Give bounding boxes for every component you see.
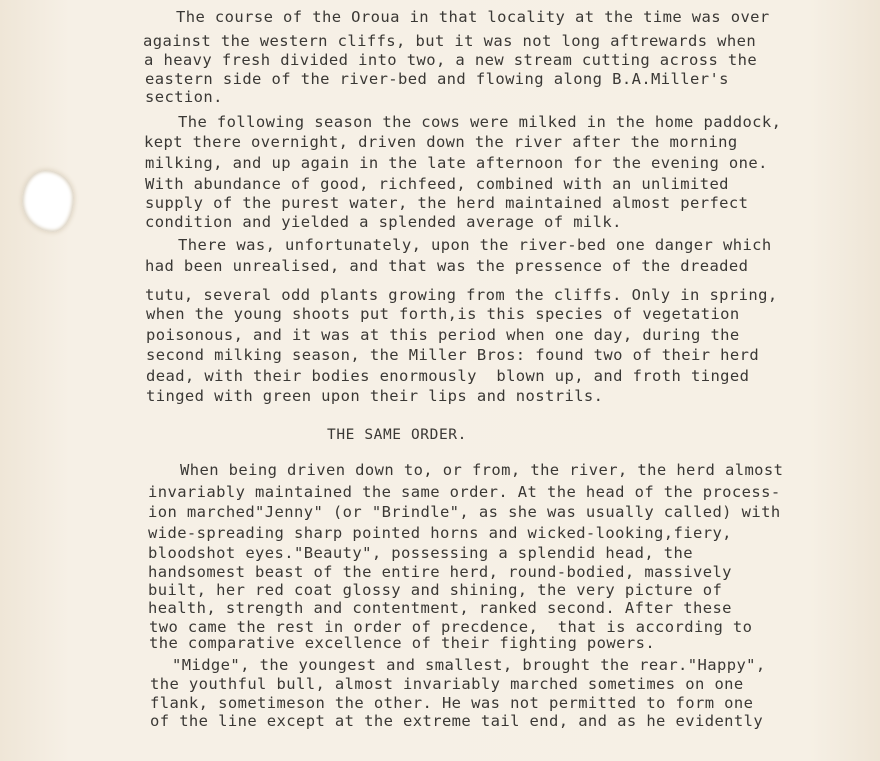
text-line: a heavy fresh divided into two, a new stream cutting across the xyxy=(144,51,758,69)
text-line: flank, sometimeson the other. He was not permitted to form one xyxy=(150,694,754,712)
section-heading: THE SAME ORDER. xyxy=(327,427,467,443)
text-line: the youthful bull, almost invariably marched sometimes on one xyxy=(150,675,744,693)
text-line: the comparative excellence of their fighting powers. xyxy=(149,634,656,652)
text-line: "Midge", the youngest and smallest, brought the rear."Happy", xyxy=(172,656,766,674)
text-line: kept there overnight, driven down the river after the morning xyxy=(144,133,738,151)
text-line: supply of the purest water, the herd maintained almost perfect xyxy=(145,194,749,212)
paper-tear-hole xyxy=(22,170,74,232)
text-line: had been unrealised, and that was the pressence of the dreaded xyxy=(145,257,749,275)
text-line: tutu, several odd plants growing from the cliffs. Only in spring, xyxy=(145,286,778,304)
text-line: poisonous, and it was at this period when one day, during the xyxy=(146,326,740,344)
text-line: of the line except at the extreme tail end, and as he evidently xyxy=(150,712,764,730)
text-line: condition and yielded a splended average of milk. xyxy=(145,213,622,231)
text-line: section. xyxy=(145,88,223,106)
text-line: When being driven down to, or from, the river, the herd almost xyxy=(180,461,784,479)
text-line: second milking season, the Miller Bros: found two of their herd xyxy=(146,346,760,364)
text-line: two came the rest in order of precdence, that is according to xyxy=(149,618,753,636)
text-line: The following season the cows were milked in the home paddock, xyxy=(178,113,782,131)
text-line: dead, with their bodies enormously blown up, and froth tinged xyxy=(146,367,750,385)
text-line: built, her red coat glossy and shining, the very picture of xyxy=(148,581,723,599)
text-line: wide-spreading sharp pointed horns and wicked-looking,fiery, xyxy=(148,524,732,542)
text-line: ion marched"Jenny" (or "Brindle", as she was usually called) with xyxy=(148,503,781,521)
text-line: There was, unfortunately, upon the river-bed one danger which xyxy=(178,236,772,254)
text-line: eastern side of the river-bed and flowing along B.A.Miller's xyxy=(145,70,729,88)
text-line: The course of the Oroua in that locality at the time was over xyxy=(176,8,770,26)
text-line: invariably maintained the same order. At the head of the process- xyxy=(148,483,781,501)
text-line: handsomest beast of the entire herd, round-bodied, massively xyxy=(148,563,732,581)
text-line: when the young shoots put forth,is this species of vegetation xyxy=(146,305,740,323)
text-line: With abundance of good, richfeed, combined with an unlimited xyxy=(145,175,729,193)
text-line: health, strength and contentment, ranked second. After these xyxy=(148,599,732,617)
text-line: against the western cliffs, but it was not long aftrewards when xyxy=(143,32,757,50)
text-line: milking, and up again in the late afternoon for the evening one. xyxy=(145,154,768,172)
text-line: bloodshot eyes."Beauty", possessing a splendid head, the xyxy=(148,544,693,562)
text-line: tinged with green upon their lips and nostrils. xyxy=(146,387,604,405)
